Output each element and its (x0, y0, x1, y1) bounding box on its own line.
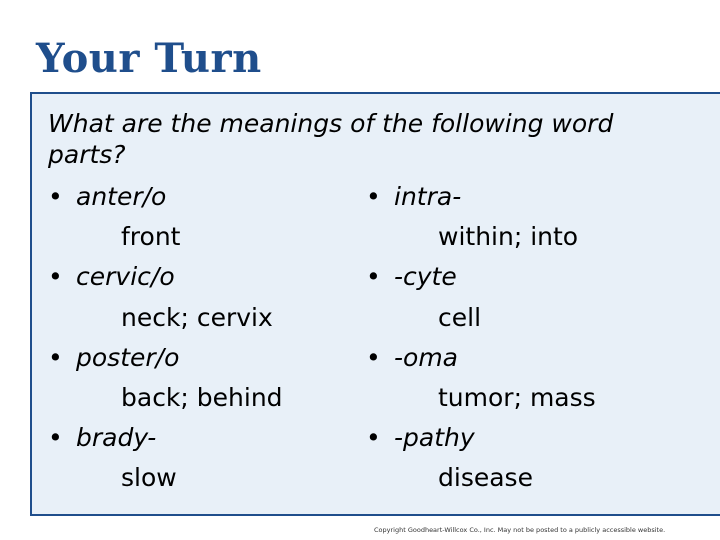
word-part-term: intra- (394, 182, 462, 211)
list-item-term (366, 261, 457, 292)
word-part-meaning: disease (438, 463, 533, 492)
slide-title: Your Turn (36, 35, 262, 82)
word-part-term: -cyte (394, 262, 457, 291)
bullet-icon: • (366, 182, 381, 211)
word-part-meaning: front (121, 222, 181, 251)
word-part-term: anter/o (76, 182, 167, 211)
list-item-term (366, 342, 458, 373)
bullet-icon: • (366, 423, 381, 452)
bullet-icon: • (48, 182, 63, 211)
list-item-term (48, 181, 166, 212)
word-part-meaning: neck; cervix (121, 303, 273, 332)
word-part-meaning: within; into (438, 222, 579, 251)
word-part-meaning: cell (438, 303, 482, 332)
question-text: What are the meanings of the following word parts? (48, 109, 614, 169)
copyright-notice: Copyright Goodheart-Willcox Co., Inc. May not be posted to a publicly accessible website. (374, 526, 666, 534)
bullet-icon: • (366, 343, 381, 372)
bullet-icon: • (48, 262, 63, 291)
word-part-term: poster/o (76, 343, 180, 372)
list-item-term (366, 422, 475, 453)
word-part-meaning: slow (121, 463, 177, 492)
bullet-icon: • (366, 262, 381, 291)
bullet-icon: • (48, 343, 63, 372)
word-part-meaning: tumor; mass (438, 383, 596, 412)
list-item-term (48, 342, 179, 373)
word-part-term: cervic/o (76, 262, 175, 291)
list-item-term (366, 181, 461, 212)
word-part-meaning: back; behind (121, 383, 283, 412)
word-part-term: brady- (76, 423, 157, 452)
bullet-icon: • (48, 423, 63, 452)
list-item-term (48, 422, 156, 453)
list-item-term (48, 261, 175, 292)
word-part-term: -oma (394, 343, 458, 372)
word-part-term: -pathy (394, 423, 475, 452)
